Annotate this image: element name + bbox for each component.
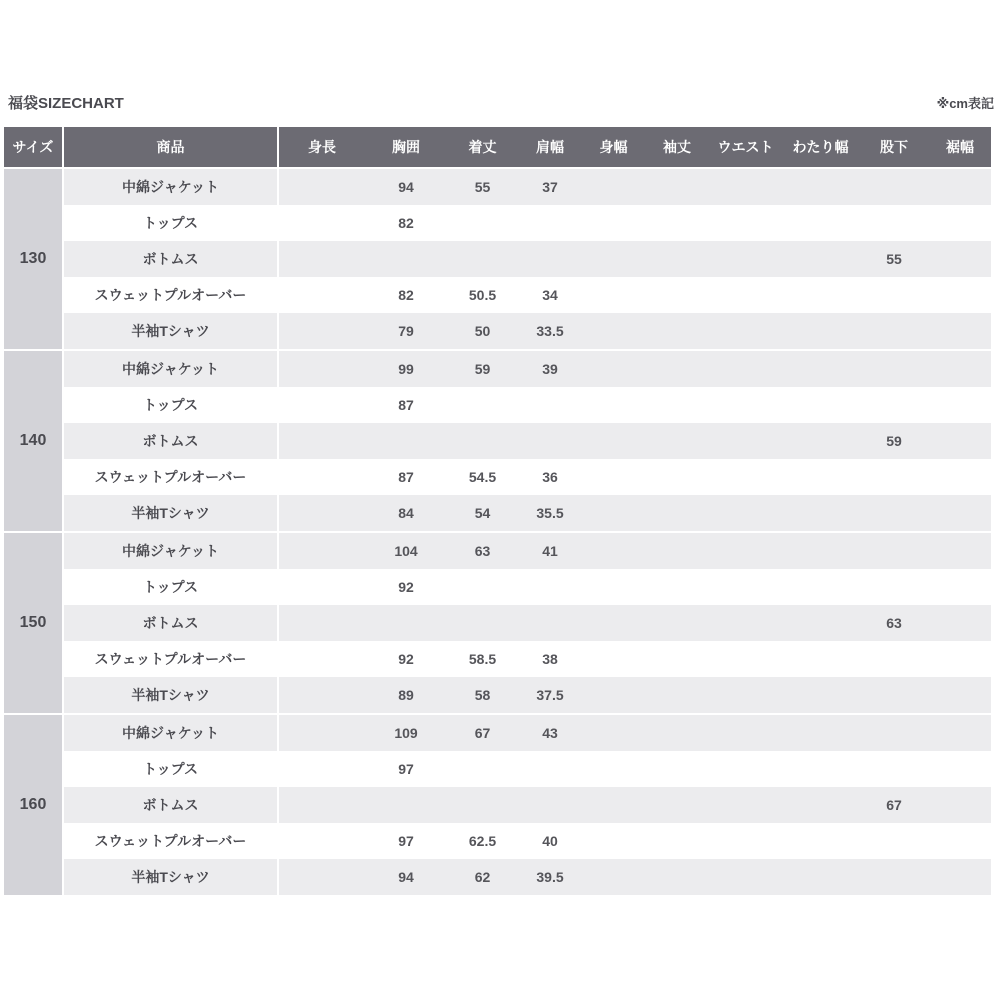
product-name: ボトムス	[64, 423, 277, 459]
table-row	[62, 859, 991, 895]
measurement-cell: 82	[398, 215, 414, 231]
header-column: 着丈	[447, 127, 518, 167]
product-name: スウェットプルオーバー	[64, 277, 277, 313]
measurement-cells	[279, 823, 991, 859]
measurement-cell	[279, 823, 365, 859]
measurement-cell	[782, 423, 859, 459]
product-name: トップス	[64, 751, 277, 787]
measurement-cells	[279, 313, 991, 349]
measurement-cell	[859, 351, 929, 387]
measurement-cell	[645, 751, 709, 787]
measurement-cell	[709, 859, 782, 895]
measurement-cells	[279, 495, 991, 531]
measurement-cell: 58	[474, 687, 491, 703]
measurement-cell	[782, 241, 859, 277]
measurement-cell	[929, 423, 991, 459]
measurement-cell	[929, 787, 991, 823]
measurement-cell	[929, 387, 991, 423]
measurement-cell	[279, 605, 365, 641]
table-row	[62, 241, 991, 277]
measurement-cell	[859, 459, 929, 495]
measurement-cell	[859, 313, 929, 349]
table-row	[62, 277, 991, 313]
measurement-cell: 63	[474, 543, 491, 559]
measurement-cell: 54.5	[468, 469, 497, 485]
measurement-cell: 40	[542, 833, 558, 849]
measurement-cell	[782, 823, 859, 859]
measurement-cell: 87	[398, 397, 414, 413]
measurement-cell	[709, 313, 782, 349]
measurement-cells	[279, 605, 991, 641]
measurement-cell	[279, 641, 365, 677]
measurement-cell	[709, 641, 782, 677]
measurement-cell	[645, 495, 709, 531]
size-label: 150	[4, 533, 62, 713]
measurement-cell: 62.5	[468, 833, 497, 849]
table-row	[62, 715, 991, 751]
measurement-cell	[709, 677, 782, 713]
measurement-cell	[447, 205, 518, 241]
measurement-cell	[365, 423, 447, 459]
measurement-cells	[279, 277, 991, 313]
measurement-cell: 55	[474, 179, 491, 195]
unit-note: ※cm表記	[936, 96, 994, 111]
measurement-cell	[929, 533, 991, 569]
measurement-cell	[582, 677, 645, 713]
measurement-cell	[709, 605, 782, 641]
header-column: 裾幅	[929, 127, 991, 167]
measurement-cell	[929, 605, 991, 641]
measurement-cell	[279, 495, 365, 531]
measurement-cell: 82	[398, 287, 414, 303]
measurement-cell	[582, 423, 645, 459]
product-name: スウェットプルオーバー	[64, 641, 277, 677]
measurement-cell	[709, 277, 782, 313]
measurement-cell	[582, 751, 645, 787]
measurement-cell: 84	[398, 505, 414, 521]
header-column: わたり幅	[782, 127, 859, 167]
measurement-cell	[279, 387, 365, 423]
measurement-cell: 35.5	[536, 505, 564, 521]
measurement-cells	[279, 423, 991, 459]
measurement-cells	[279, 387, 991, 423]
measurement-cells	[279, 241, 991, 277]
measurement-cell: 54	[474, 505, 491, 521]
measurement-cell	[279, 313, 365, 349]
table-row	[62, 677, 991, 713]
measurement-cell	[859, 387, 929, 423]
product-name: スウェットプルオーバー	[64, 459, 277, 495]
measurement-cell	[645, 569, 709, 605]
product-name: 中綿ジャケット	[64, 169, 277, 205]
measurement-cell	[279, 859, 365, 895]
measurement-cell	[518, 423, 582, 459]
measurement-cell	[709, 351, 782, 387]
measurement-cell	[782, 641, 859, 677]
measurement-cell	[782, 387, 859, 423]
measurement-cell	[782, 205, 859, 241]
measurement-cells	[279, 205, 991, 241]
size-label: 160	[4, 715, 62, 895]
product-name: 中綿ジャケット	[64, 715, 277, 751]
measurement-cell	[279, 715, 365, 751]
product-name: ボトムス	[64, 605, 277, 641]
measurement-cell	[582, 715, 645, 751]
measurement-cell	[365, 241, 447, 277]
measurement-cell	[709, 423, 782, 459]
measurement-cell: 43	[542, 725, 558, 741]
header-measurements	[279, 127, 991, 167]
table-row	[62, 351, 991, 387]
table-row	[62, 169, 991, 205]
measurement-cells	[279, 459, 991, 495]
measurement-cell	[859, 641, 929, 677]
measurement-cell	[929, 313, 991, 349]
measurement-cell	[582, 205, 645, 241]
measurement-cell	[645, 533, 709, 569]
measurement-cell	[645, 387, 709, 423]
header-column: ウエスト	[709, 127, 782, 167]
header-column: 身幅	[582, 127, 645, 167]
measurement-cell	[447, 387, 518, 423]
product-name: ボトムス	[64, 787, 277, 823]
measurement-cell	[782, 313, 859, 349]
measurement-cell	[859, 569, 929, 605]
measurement-cell	[859, 205, 929, 241]
size-chart-table	[4, 127, 991, 895]
table-row	[62, 569, 991, 605]
table-row	[62, 533, 991, 569]
measurement-cell: 87	[398, 469, 414, 485]
product-name: 半袖Tシャツ	[64, 313, 277, 349]
size-group	[4, 533, 991, 713]
product-name: トップス	[64, 569, 277, 605]
measurement-cell	[518, 387, 582, 423]
measurement-cell	[859, 169, 929, 205]
measurement-cell	[582, 787, 645, 823]
measurement-cell	[447, 423, 518, 459]
measurement-cell: 109	[394, 725, 418, 741]
measurement-cell	[645, 351, 709, 387]
measurement-cell: 67	[886, 797, 902, 813]
measurement-cell	[582, 277, 645, 313]
measurement-cell	[645, 859, 709, 895]
measurement-cell: 34	[542, 287, 558, 303]
measurement-cell: 79	[398, 323, 414, 339]
product-name: 中綿ジャケット	[64, 533, 277, 569]
measurement-cell	[645, 169, 709, 205]
measurement-cell	[518, 605, 582, 641]
measurement-cell	[782, 787, 859, 823]
header-column: 袖丈	[645, 127, 709, 167]
measurement-cell: 59	[886, 433, 902, 449]
measurement-cell	[582, 823, 645, 859]
measurement-cell	[709, 823, 782, 859]
measurement-cells	[279, 169, 991, 205]
measurement-cell: 89	[398, 687, 414, 703]
measurement-cell	[645, 787, 709, 823]
measurement-cell	[279, 423, 365, 459]
measurement-cell: 104	[394, 543, 418, 559]
measurement-cell: 59	[474, 361, 491, 377]
measurement-cell	[582, 351, 645, 387]
product-name: 半袖Tシャツ	[64, 859, 277, 895]
measurement-cell: 39.5	[536, 869, 564, 885]
measurement-cell	[447, 787, 518, 823]
measurement-cell	[645, 641, 709, 677]
measurement-cell: 62	[474, 869, 491, 885]
product-name: 半袖Tシャツ	[64, 677, 277, 713]
measurement-cell	[859, 533, 929, 569]
measurement-cell: 37	[542, 179, 558, 195]
measurement-cell	[782, 277, 859, 313]
measurement-cell	[859, 495, 929, 531]
measurement-cells	[279, 677, 991, 713]
measurement-cell	[929, 241, 991, 277]
measurement-cell: 94	[398, 869, 414, 885]
product-name: 中綿ジャケット	[64, 351, 277, 387]
product-name: スウェットプルオーバー	[64, 823, 277, 859]
measurement-cell	[782, 605, 859, 641]
table-row	[62, 751, 991, 787]
measurement-cell	[709, 241, 782, 277]
measurement-cell: 50	[474, 323, 491, 339]
table-row	[62, 823, 991, 859]
measurement-cell	[582, 495, 645, 531]
measurement-cell: 97	[398, 833, 414, 849]
measurement-cell	[709, 569, 782, 605]
measurement-cell	[782, 495, 859, 531]
table-row	[62, 387, 991, 423]
measurement-cell	[279, 533, 365, 569]
measurement-cell: 99	[398, 361, 414, 377]
measurement-cell	[709, 169, 782, 205]
measurement-cell	[582, 569, 645, 605]
header-size: サイズ	[4, 127, 62, 167]
measurement-cell	[709, 715, 782, 751]
measurement-cell	[929, 859, 991, 895]
measurement-cell: 67	[474, 725, 491, 741]
product-name: トップス	[64, 205, 277, 241]
measurement-cells	[279, 533, 991, 569]
table-row	[62, 787, 991, 823]
measurement-cell	[709, 533, 782, 569]
measurement-cells	[279, 751, 991, 787]
measurement-cell	[929, 495, 991, 531]
measurement-cell	[645, 277, 709, 313]
measurement-cell	[518, 241, 582, 277]
table-row	[62, 459, 991, 495]
measurement-cell	[929, 641, 991, 677]
measurement-cell: 92	[398, 651, 414, 667]
measurement-cell: 36	[542, 469, 558, 485]
measurement-cell	[582, 533, 645, 569]
measurement-cell: 63	[886, 615, 902, 631]
measurement-cell	[929, 277, 991, 313]
measurement-cell	[782, 459, 859, 495]
measurement-cell	[782, 751, 859, 787]
measurement-cell	[709, 495, 782, 531]
measurement-cell	[782, 569, 859, 605]
page-title: 福袋SIZECHART	[8, 95, 124, 112]
header-column: 身長	[279, 127, 365, 167]
measurement-cell	[279, 787, 365, 823]
header-column: 肩幅	[518, 127, 582, 167]
measurement-cell	[279, 169, 365, 205]
measurement-cell	[447, 241, 518, 277]
measurement-cell	[782, 533, 859, 569]
measurement-cell	[929, 823, 991, 859]
measurement-cell: 33.5	[536, 323, 564, 339]
measurement-cells	[279, 715, 991, 751]
measurement-cells	[279, 641, 991, 677]
measurement-cell	[279, 459, 365, 495]
measurement-cell	[709, 205, 782, 241]
measurement-cell	[518, 569, 582, 605]
measurement-cell	[582, 459, 645, 495]
measurement-cell	[645, 423, 709, 459]
measurement-cell	[782, 677, 859, 713]
measurement-cell	[447, 569, 518, 605]
measurement-cell	[582, 387, 645, 423]
measurement-cell	[582, 313, 645, 349]
measurement-cell	[929, 751, 991, 787]
measurement-cell	[929, 351, 991, 387]
measurement-cell	[582, 241, 645, 277]
measurement-cell	[645, 205, 709, 241]
measurement-cells	[279, 569, 991, 605]
measurement-cell	[645, 313, 709, 349]
header-column: 股下	[859, 127, 929, 167]
measurement-cell	[929, 715, 991, 751]
measurement-cell	[709, 751, 782, 787]
table-row	[62, 205, 991, 241]
measurement-cell	[859, 277, 929, 313]
table-row	[62, 423, 991, 459]
measurement-cell	[582, 859, 645, 895]
measurement-cell	[582, 169, 645, 205]
measurement-cell	[709, 387, 782, 423]
size-label: 140	[4, 351, 62, 531]
measurement-cell	[782, 351, 859, 387]
measurement-cell: 38	[542, 651, 558, 667]
measurement-cell: 37.5	[536, 687, 564, 703]
measurement-cell	[518, 205, 582, 241]
measurement-cell: 39	[542, 361, 558, 377]
measurement-cell	[645, 823, 709, 859]
measurement-cell	[518, 751, 582, 787]
measurement-cell	[645, 677, 709, 713]
measurement-cell	[645, 459, 709, 495]
measurement-cell	[447, 751, 518, 787]
measurement-cell	[279, 277, 365, 313]
measurement-cell	[782, 859, 859, 895]
measurement-cell	[279, 569, 365, 605]
size-group	[4, 351, 991, 531]
table-body	[4, 169, 991, 895]
table-row	[62, 495, 991, 531]
size-label: 130	[4, 169, 62, 349]
measurement-cell: 50.5	[468, 287, 497, 303]
measurement-cell: 55	[886, 251, 902, 267]
measurement-cell	[859, 859, 929, 895]
measurement-cell	[929, 569, 991, 605]
measurement-cell	[582, 641, 645, 677]
measurement-cell: 94	[398, 179, 414, 195]
measurement-cell	[279, 677, 365, 713]
size-group	[4, 715, 991, 895]
measurement-cell	[782, 715, 859, 751]
measurement-cell	[782, 169, 859, 205]
measurement-cell	[859, 751, 929, 787]
measurement-cell	[582, 605, 645, 641]
measurement-cell	[645, 241, 709, 277]
measurement-cell: 41	[542, 543, 558, 559]
measurement-cell	[929, 459, 991, 495]
product-name: 半袖Tシャツ	[64, 495, 277, 531]
measurement-cell	[929, 677, 991, 713]
measurement-cell	[447, 605, 518, 641]
measurement-cell	[929, 169, 991, 205]
measurement-cells	[279, 351, 991, 387]
measurement-cell	[859, 823, 929, 859]
measurement-cell	[365, 787, 447, 823]
measurement-cell: 97	[398, 761, 414, 777]
measurement-cell	[365, 605, 447, 641]
measurement-cells	[279, 859, 991, 895]
measurement-cell	[645, 715, 709, 751]
measurement-cell	[709, 787, 782, 823]
measurement-cell	[279, 351, 365, 387]
header-column: 胸囲	[365, 127, 447, 167]
size-group	[4, 169, 991, 349]
measurement-cell	[518, 787, 582, 823]
measurement-cell	[859, 715, 929, 751]
product-name: トップス	[64, 387, 277, 423]
table-row	[62, 641, 991, 677]
table-row	[62, 313, 991, 349]
product-name: ボトムス	[64, 241, 277, 277]
measurement-cell	[859, 677, 929, 713]
measurement-cell: 92	[398, 579, 414, 595]
table-row	[62, 605, 991, 641]
measurement-cell: 58.5	[468, 651, 497, 667]
measurement-cells	[279, 787, 991, 823]
measurement-cell	[709, 459, 782, 495]
measurement-cell	[279, 751, 365, 787]
header-product: 商品	[64, 127, 277, 167]
measurement-cell	[645, 605, 709, 641]
measurement-cell	[279, 241, 365, 277]
measurement-cell	[279, 205, 365, 241]
table-header	[4, 127, 991, 167]
measurement-cell	[929, 205, 991, 241]
